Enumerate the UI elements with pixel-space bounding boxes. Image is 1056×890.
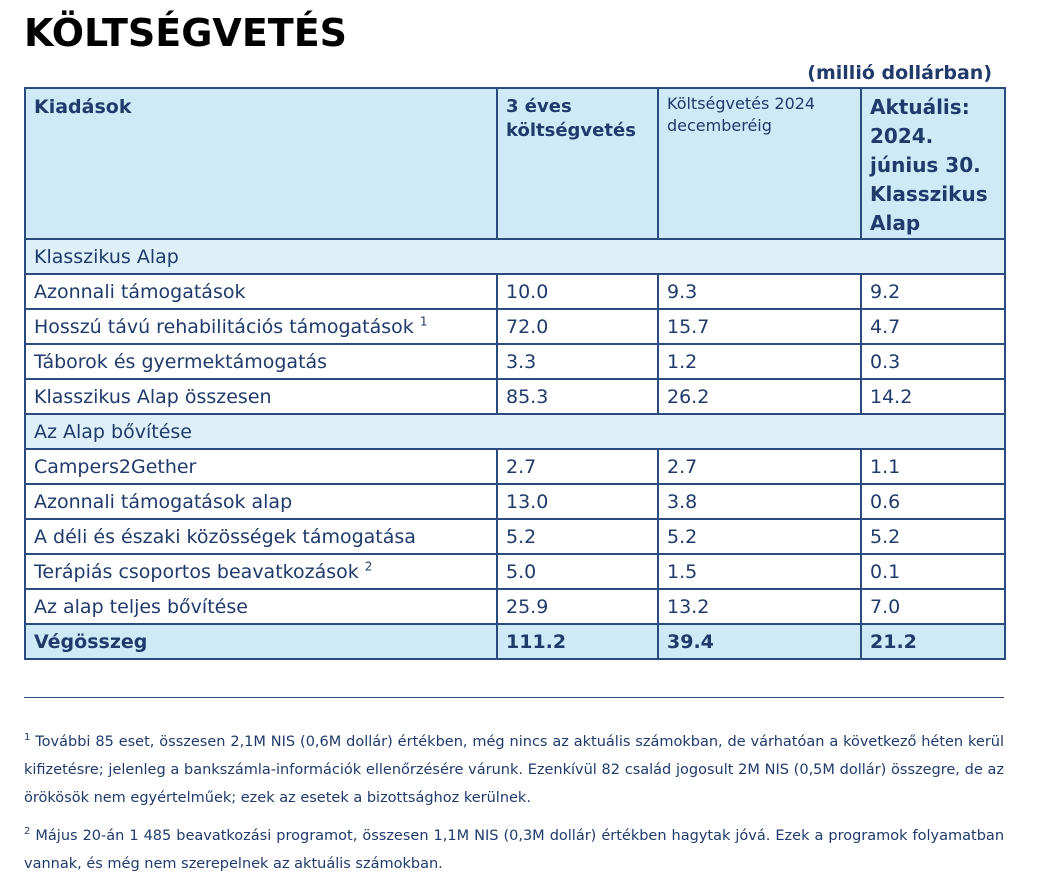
value-cell: 14.2: [861, 379, 1005, 414]
header-budget-until-december: Költségvetés 2024 decemberéig: [658, 88, 861, 239]
value-cell: 10.0: [497, 274, 658, 309]
header-three-year-budget: 3 éves költségvetés: [497, 88, 658, 239]
header-actual: Aktuális: 2024. június 30. Klasszikus Alap: [861, 88, 1005, 239]
row-label: Terápiás csoportos beavatkozások: [34, 560, 359, 583]
row-label-cell: [25, 344, 497, 379]
footnote-text: Május 20-án 1 485 beavatkozási programot, összesen 1,1M NIS (0,3M dollár) értékben hagytak jóvá. Ezek a programok folyamatban vannak, és még nem szerepelnek az aktuális számokban.: [24, 828, 1005, 872]
value-cell: 85.3: [497, 379, 658, 414]
row-label: Végösszeg: [34, 630, 148, 653]
value-cell: 5.2: [658, 519, 861, 554]
section-row: [25, 239, 1005, 274]
table-header-row: [25, 88, 1005, 239]
value-cell: 0.1: [861, 554, 1005, 589]
row-label: Klasszikus Alap összesen: [34, 385, 272, 408]
row-label: Hosszú távú rehabilitációs támogatások: [34, 315, 414, 338]
table-row: [25, 379, 1005, 414]
footnote-mark: 1: [24, 732, 31, 744]
table-row: [25, 449, 1005, 484]
row-label-cell: [25, 484, 497, 519]
value-cell: 3.3: [497, 344, 658, 379]
section-label: Klasszikus Alap: [25, 239, 1005, 274]
table-row: [25, 484, 1005, 519]
value-cell: 15.7: [658, 309, 861, 344]
total-row: [25, 624, 1005, 659]
value-cell: 5.2: [861, 519, 1005, 554]
value-cell: 72.0: [497, 309, 658, 344]
header-expenses: Kiadások: [25, 88, 497, 239]
value-cell: 25.9: [497, 589, 658, 624]
value-cell: 4.7: [861, 309, 1005, 344]
table-row: [25, 309, 1005, 344]
value-cell: 21.2: [861, 624, 1005, 659]
value-cell: 2.7: [497, 449, 658, 484]
value-cell: 9.2: [861, 274, 1005, 309]
row-label: Az alap teljes bővítése: [34, 595, 248, 618]
value-cell: 13.0: [497, 484, 658, 519]
row-label-cell: [25, 379, 497, 414]
footnote-ref: 2: [364, 559, 373, 574]
footnote-text: További 85 eset, összesen 2,1M NIS (0,6M dollár) értékben, még nincs az aktuális számokban, de várhatóan a következő héten kerül kifizetésre; jelenleg a bankszámla-információk ellenőrzésére várunk. Ezenkívül 82 család jogosult 2M NIS (0,5M dollár) összegre, de az örökösök nem egyértelműek; ezek az esetek a bizottsághoz kerülnek.: [24, 734, 1005, 806]
row-label: Azonnali támogatások alap: [34, 490, 293, 513]
table-row: [25, 344, 1005, 379]
table-row: [25, 554, 1005, 589]
row-label: Táborok és gyermektámogatás: [34, 350, 328, 373]
page-title: KÖLTSÉGVETÉS: [24, 11, 348, 55]
value-cell: 2.7: [658, 449, 861, 484]
value-cell: 0.3: [861, 344, 1005, 379]
row-label-cell: [25, 554, 497, 589]
row-label: A déli és északi közösségek támogatása: [34, 525, 416, 548]
value-cell: 1.1: [861, 449, 1005, 484]
value-cell: 7.0: [861, 589, 1005, 624]
section-label: Az Alap bővítése: [25, 414, 1005, 449]
value-cell: 39.4: [658, 624, 861, 659]
value-cell: 111.2: [497, 624, 658, 659]
row-label-cell: [25, 309, 497, 344]
value-cell: 0.6: [861, 484, 1005, 519]
budget-table: [24, 87, 1006, 660]
row-label: Campers2Gether: [34, 455, 197, 478]
value-cell: 3.8: [658, 484, 861, 519]
unit-label: (millió dollárban): [807, 62, 992, 84]
footnote-divider: [24, 697, 1004, 698]
value-cell: 5.0: [497, 554, 658, 589]
value-cell: 13.2: [658, 589, 861, 624]
table-row: [25, 274, 1005, 309]
section-row: [25, 414, 1005, 449]
value-cell: 9.3: [658, 274, 861, 309]
footnote-1: [24, 728, 1004, 812]
row-label: Azonnali támogatások: [34, 280, 246, 303]
table-row: [25, 589, 1005, 624]
footnote-2: [24, 822, 1004, 878]
value-cell: 5.2: [497, 519, 658, 554]
table-row: [25, 519, 1005, 554]
row-label-cell: [25, 624, 497, 659]
footnote-ref: 1: [419, 314, 428, 329]
footnote-mark: 2: [24, 826, 31, 838]
value-cell: 26.2: [658, 379, 861, 414]
value-cell: 1.5: [658, 554, 861, 589]
row-label-cell: [25, 449, 497, 484]
value-cell: 1.2: [658, 344, 861, 379]
row-label-cell: [25, 274, 497, 309]
row-label-cell: [25, 589, 497, 624]
table-body: [25, 239, 1005, 659]
row-label-cell: [25, 519, 497, 554]
